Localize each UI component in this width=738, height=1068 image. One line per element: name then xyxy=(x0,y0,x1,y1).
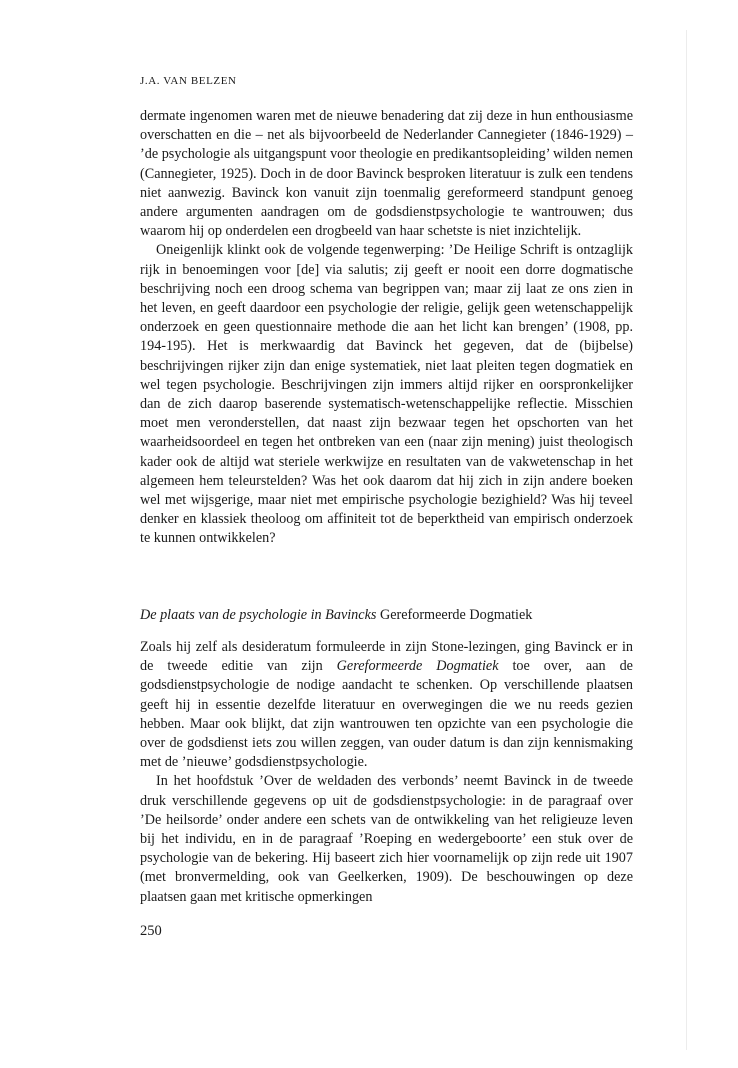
paragraph-1: dermate ingenomen waren met de nieuwe benadering dat zij deze in hun enthousiasme overschatten en die – net als bijvoorbeeld de Nederlander Cannegieter (1846-1929) – ’de psychologie als uitgangspunt voor theologie en predikantsopleiding’ wilden nemen (Cannegieter, 1925). Doch in de door Bavinck besproken literatuur is zulk een tendens niet aanwezig. Bavinck kon vanuit zijn toenmalig gereformeerd standpunt genoeg andere argumenten aandragen om de godsdienstpsychologie te wantrouwen; dus waarom hij op onderdelen een drogbeeld van haar schetste is niet inzichtelijk. xyxy=(140,108,633,240)
section-body xyxy=(140,638,633,907)
body-text xyxy=(140,107,633,549)
paragraph-2: Oneigenlijk klinkt ook de volgende tegenwerping: ’De Heilige Schrift is ontzaglijk rijk in benoemingen voor [de] via salutis; zij geeft er nooit een dorre dogmatische beschrijving noch een droog schema van begrippen van; maar zij laat ze ons zien in het leven, en geeft daardoor een psychologie der religie, gelijk geen wetenschappelijk onderzoek en geen questionnaire methode die aan het licht kan brengen’ (1908, pp. 194-195). Het is merkwaardig dat Bavinck het gegeven, dat de (bijbelse) beschrijvingen rijker zijn dan enige systematiek, niet laat pleiten tegen dogmatiek en wel tegen psychologie. Beschrijvingen zijn immers altijd rijker en oorspronkelijker dan de zich daarop baserende systematisch-wetenschappelijke reflectie. Misschien moet men veronderstellen, dat naast zijn bezwaar tegen het opschorten van het waarheidsoordeel en tegen het ontbreken van een (naar zijn mening) juist theologisch kader ook de altijd wat steriele werkwijze en resultaten van de vakwetenschap in het algemeen hem teleurstelden? Was het ook daarom dat hij zich in zijn andere boeken wel met wijsgerige, maar niet met empirische psychologie bezighield? Was hij teveel denker en klassiek theoloog om affiniteit tot de beperktheid van empirisch onderzoek te kunnen ontwikkelen? xyxy=(140,242,633,547)
running-head: J.A. VAN BELZEN xyxy=(140,75,237,87)
section-paragraph-2: In het hoofdstuk ’Over de weldaden des verbonds’ neemt Bavinck in de tweede druk verschillende gegevens op uit de godsdienstpsychologie: in de paragraaf over ’De heilsorde’ onder andere een schets van de ontwikkeling van het religieuze leven bij het individu, en in de paragraaf ’Roeping en wedergeboorte’ een stuk over de psychologie van de bekering. Hij baseert zich hier voornamelijk op zijn rede uit 1907 (met bronvermelding, ook van Geelkerken, 1909). De beschouwingen op deze plaatsen gaan met kritische opmerkingen xyxy=(140,773,633,905)
section-heading-roman: Gereformeerde Dogmatiek xyxy=(379,607,533,623)
section-heading xyxy=(140,606,633,625)
page-edge-divider xyxy=(686,30,687,1050)
page-number: 250 xyxy=(140,923,162,939)
section-paragraph-1-after: toe over, aan de godsdienstpsychologie de nodige aandacht te schenken. Op verschillende plaatsen geeft hij in essentie dezelfde literatuur en overwegingen die we nu reeds gezien hebben. Maar ook blijkt, dat zijn wantrouwen ten opzichte van een psychologie die over de godsdienst iets zou willen zeggen, van ouder datum is dan zijn kennismaking met de ’nieuwe’ godsdienstpsychologie. xyxy=(140,658,633,771)
section-paragraph-1 xyxy=(140,638,633,772)
section-paragraph-1-italic: Gereformeerde Dogmatiek xyxy=(336,658,499,675)
section-paragraph-1-before: Zoals hij zelf als desideratum formuleerde in zijn Stone-lezingen, ging Bavinck er in de tweede editie van zijn xyxy=(140,639,633,675)
section-heading-italic: De plaats van de psychologie in Bavincks xyxy=(140,607,377,623)
